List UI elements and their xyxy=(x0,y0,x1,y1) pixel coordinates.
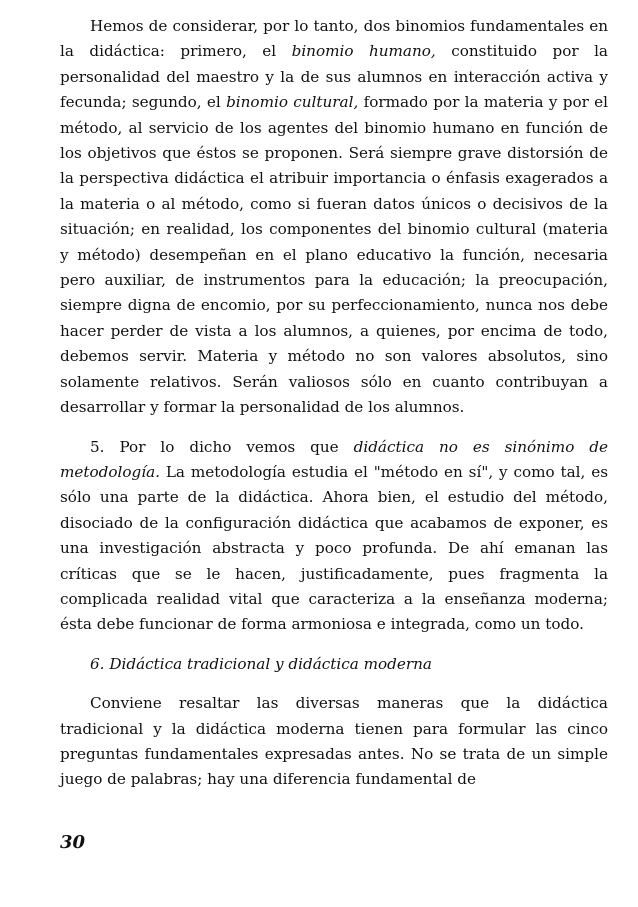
body-text xyxy=(60,14,608,793)
section-heading-6 xyxy=(60,652,608,677)
text-run: La metodología estudia el "método en sí", y como tal, es sólo una parte de la didáctica. Ahora bien, el estudio del método, disociado de la configuración didáctica que acabamos de exponer, es una investigación abstracta y poco profunda. De ahí emanan las críticas que se le hacen, justificadamente, pues fragmenta la complicada realidad vital que caracteriza a la enseñanza moderna; ésta debe funcionar de forma armoniosa e integrada, como un todo. xyxy=(60,462,608,634)
emphasis-binomio-humano: binomio humano, xyxy=(291,42,436,61)
section-title: Didáctica tradicional y didáctica moderna xyxy=(109,654,432,673)
text-run: Hemos de considerar, por lo tanto, dos binomios fundamentales en la didáctica: primero, el xyxy=(60,17,608,61)
text-run: formado por la materia y por el método, al servicio de los agentes del binomio humano en función de los objetivos que éstos se proponen. Será siempre grave distorsión de la perspectiva didáctica el atribuir importancia o énfasis exagerados a la materia o al método, como si fueran datos únicos o decisivos de la situación; en realidad, los componentes del binomio cultural (materia y método) desempeñan en el plano educativo la función, necesaria pero auxiliar, de instrumentos para la educación; la preocupación, siempre digna de encomio, por su perfeccionamiento, nunca nos debe hacer perder de vista a los alumnos, a quienes, por encima de todo, debemos servir. Materia y método no son valores absolutos, sino solamente relativos. Serán valiosos sólo en cuanto contribuyan a desarrollar y formar la personalidad de los alumnos. xyxy=(60,93,608,417)
section-number: 6. xyxy=(90,654,105,673)
emphasis-binomio-cultural: binomio cultural, xyxy=(226,93,359,112)
paragraph-section-5 xyxy=(60,435,608,638)
text-run: Conviene resaltar las diversas maneras que la didáctica tradicional y la didáctica moderna tienen para formular las cinco preguntas fundamentales expresadas antes. No se trata de un simple juego de palabras; hay una diferencia fundamental de xyxy=(60,694,608,789)
paragraph-binomios xyxy=(60,14,608,421)
text-run: constituido por la personalidad del maestro y la de sus alumnos en interacción activa y fecunda; segundo, el xyxy=(60,42,608,112)
emphasis-didactica-metodologia: didáctica no es sinónimo de metodología. xyxy=(60,437,608,481)
page-number: 30 xyxy=(60,832,86,853)
text-run: 5. Por lo dicho vemos que xyxy=(90,437,354,456)
paragraph-section-6 xyxy=(60,691,608,793)
